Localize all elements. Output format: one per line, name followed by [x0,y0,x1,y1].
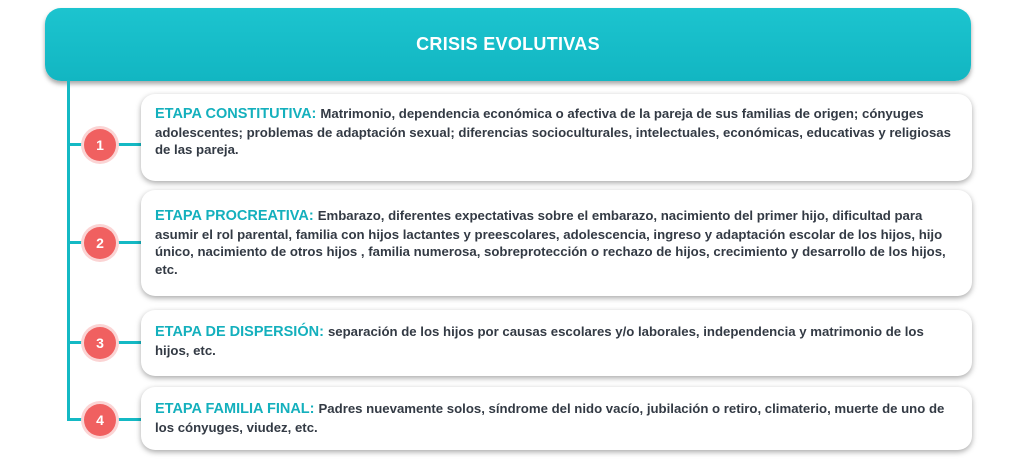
step-number-badge: 1 [84,129,116,161]
stage-card-procreativa [141,190,972,296]
stage-description: separación de los hijos por causas escolares y/o laborales, independencia y matrimonio de los hijos, etc. [155,324,924,358]
step-number-badge: 2 [84,227,116,259]
stage-description: Matrimonio, dependencia económica o afectiva de la pareja de sus familias de origen; cónyuges adolescentes; problemas de adaptación sexual; diferencias socioculturales, intelectuales, económicas, educativas y religiosas de las pareja. [155,106,951,157]
header-banner [45,8,971,81]
diagram-title: CRISIS EVOLUTIVAS [416,34,600,54]
step-number-badge: 3 [84,327,116,359]
timeline-connector [67,80,70,421]
stage-card-familia-final [141,387,972,450]
stage-description: Padres nuevamente solos, síndrome del nido vacío, jubilación o retiro, climaterio, muerte de uno de los cónyuges, viudez, etc. [155,401,945,435]
stage-card-dispersion [141,310,972,376]
stage-title: ETAPA DE DISPERSIÓN: [155,324,328,340]
stage-title: ETAPA PROCREATIVA: [155,208,318,224]
step-number-badge: 4 [84,404,116,436]
stage-title: ETAPA FAMILIA FINAL: [155,401,319,417]
stage-card-constitutiva [141,94,972,181]
stage-description: Embarazo, diferentes expectativas sobre el embarazo, nacimiento del primer hijo, dificultad para asumir el rol parental, familia con hijos lactantes y preescolares, adolescencia, ingreso y adaptación escolar de los hijos, hijo único, nacimiento de otros hijos , familia numerosa, sobreprotección o rechazo de hijos, crecimiento y desarrollo de los hijos, etc. [155,208,946,277]
stage-title: ETAPA CONSTITUTIVA: [155,106,321,122]
